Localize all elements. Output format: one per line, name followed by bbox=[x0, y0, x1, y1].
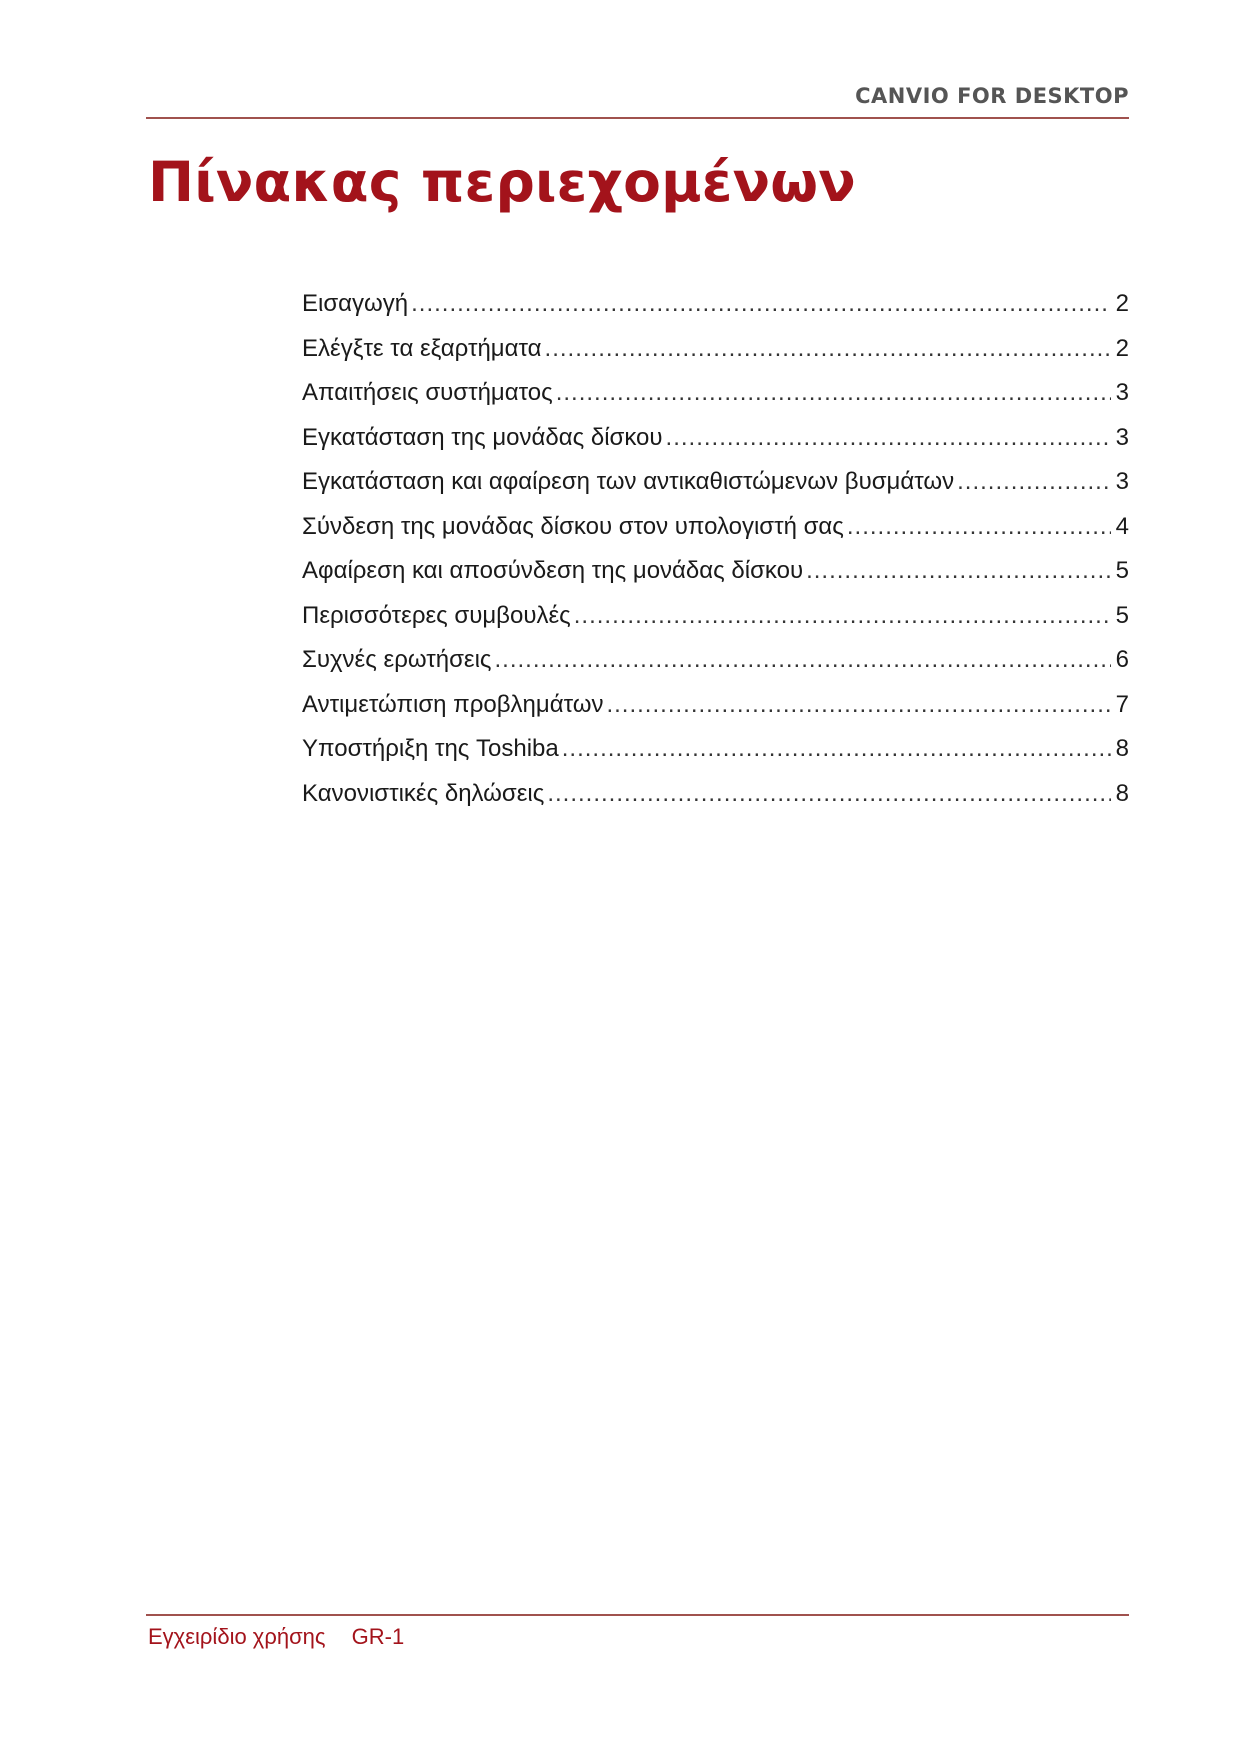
toc-leader-dots bbox=[556, 379, 1111, 407]
toc-leader-dots bbox=[957, 468, 1111, 496]
toc-leader-dots bbox=[494, 646, 1111, 674]
footer bbox=[148, 1624, 404, 1650]
header-divider bbox=[146, 117, 1129, 119]
toc-entry-page: 7 bbox=[1115, 690, 1129, 718]
toc-entry-label: Υποστήριξη της Toshiba bbox=[302, 735, 559, 762]
toc-entry-page: 3 bbox=[1115, 379, 1129, 406]
toc-entry-label: Εγκατάσταση της μονάδας δίσκου bbox=[302, 423, 663, 451]
toc-entry-label: Αφαίρεση και αποσύνδεση της μονάδας δίσκου bbox=[302, 557, 804, 584]
toc-entry-label: Περισσότερες συμβουλές bbox=[302, 601, 571, 629]
toc-entry-introduction[interactable] bbox=[302, 290, 1129, 335]
toc-entry-page: 4 bbox=[1115, 512, 1129, 540]
toc-entry-page: 2 bbox=[1115, 334, 1129, 362]
toc-entry-page: 5 bbox=[1115, 557, 1129, 584]
toc-entry-system-requirements[interactable] bbox=[302, 379, 1129, 424]
toc-entry-label: Συχνές ερωτήσεις bbox=[302, 646, 492, 673]
table-of-contents bbox=[302, 290, 1129, 824]
toc-leader-dots bbox=[806, 557, 1111, 585]
toc-entry-label: Κανονιστικές δηλώσεις bbox=[302, 779, 545, 807]
toc-entry-page: 3 bbox=[1115, 468, 1129, 495]
toc-entry-toshiba-support[interactable] bbox=[302, 735, 1129, 780]
footer-page-number: GR-1 bbox=[351, 1624, 405, 1649]
toc-entry-page: 6 bbox=[1115, 646, 1129, 673]
toc-leader-dots bbox=[606, 691, 1111, 719]
toc-entry-label: Απαιτήσεις συστήματος bbox=[302, 379, 553, 406]
toc-entry-page: 3 bbox=[1115, 423, 1129, 451]
toc-entry-label: Ελέγξτε τα εξαρτήματα bbox=[302, 334, 542, 362]
toc-leader-dots bbox=[562, 735, 1111, 763]
toc-leader-dots bbox=[411, 290, 1111, 318]
toc-leader-dots bbox=[574, 602, 1111, 630]
toc-entry-page: 5 bbox=[1115, 601, 1129, 629]
header-brand: CANVIO FOR DESKTOP bbox=[855, 84, 1129, 108]
toc-leader-dots bbox=[545, 335, 1111, 363]
toc-entry-label: Εισαγωγή bbox=[302, 290, 409, 317]
page-title: Πίνακας περιεχομένων bbox=[148, 150, 856, 214]
toc-entry-connect-drive[interactable] bbox=[302, 513, 1129, 558]
toc-entry-remove-drive[interactable] bbox=[302, 557, 1129, 602]
toc-entry-label: Αντιμετώπιση προβλημάτων bbox=[302, 690, 604, 718]
toc-entry-page: 8 bbox=[1115, 735, 1129, 762]
toc-entry-page: 2 bbox=[1115, 290, 1129, 317]
toc-entry-troubleshooting[interactable] bbox=[302, 691, 1129, 736]
toc-entry-plug-installation[interactable] bbox=[302, 468, 1129, 513]
toc-entry-page: 8 bbox=[1115, 779, 1129, 807]
toc-entry-check-components[interactable] bbox=[302, 335, 1129, 380]
toc-leader-dots bbox=[666, 424, 1111, 452]
footer-divider bbox=[146, 1614, 1129, 1616]
toc-entry-more-tips[interactable] bbox=[302, 602, 1129, 647]
toc-entry-faq[interactable] bbox=[302, 646, 1129, 691]
toc-entry-drive-installation[interactable] bbox=[302, 424, 1129, 469]
toc-leader-dots bbox=[547, 780, 1111, 808]
toc-leader-dots bbox=[847, 513, 1111, 541]
footer-manual-label: Εγχειρίδιο χρήσης bbox=[148, 1624, 326, 1649]
toc-entry-label: Εγκατάσταση και αφαίρεση των αντικαθιστώμενων βυσμάτων bbox=[302, 468, 955, 495]
toc-entry-label: Σύνδεση της μονάδας δίσκου στον υπολογιστή σας bbox=[302, 512, 844, 540]
toc-entry-regulatory-statements[interactable] bbox=[302, 780, 1129, 825]
